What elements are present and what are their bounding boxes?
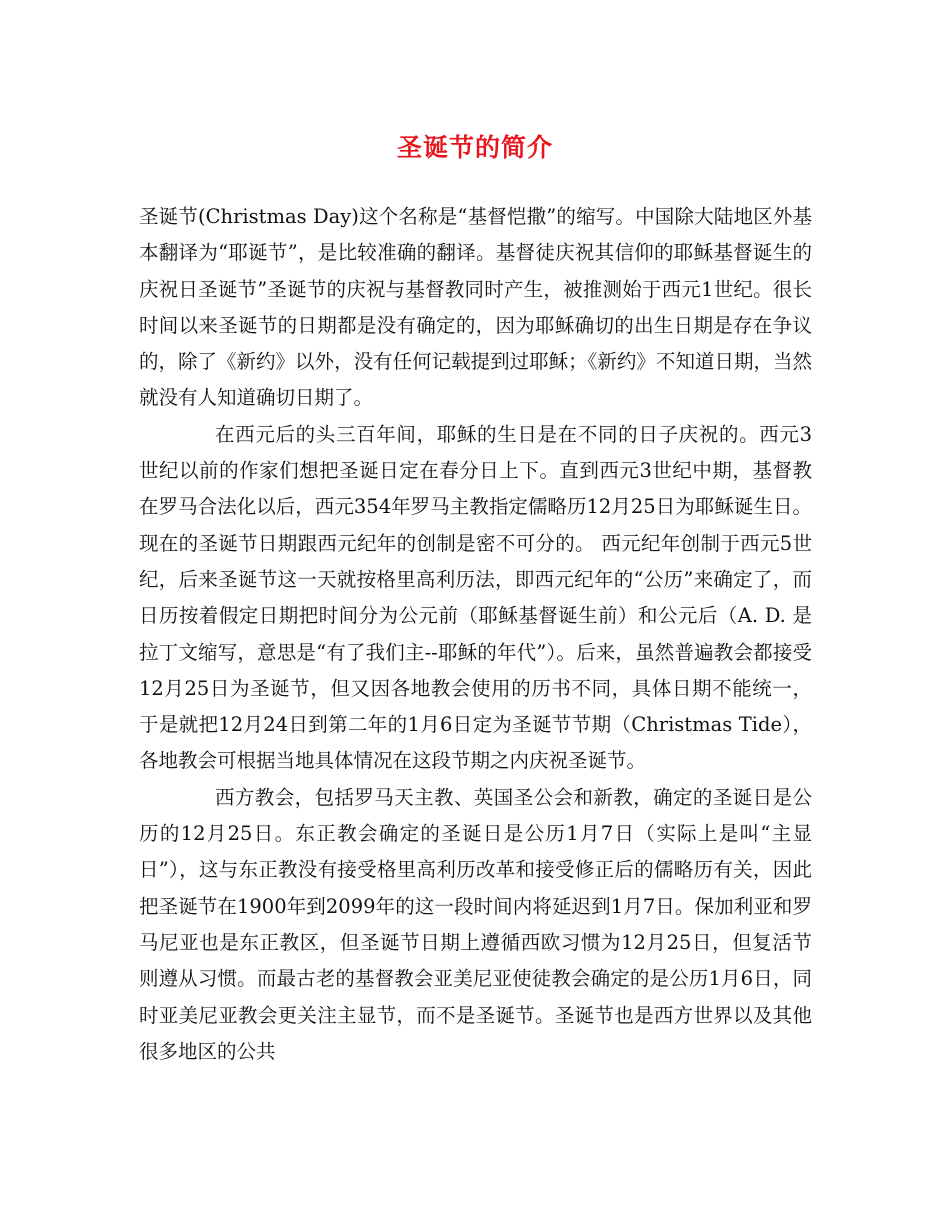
document-title: 圣诞节的简介 xyxy=(396,133,553,162)
paragraph-2: 在西元后的头三百年间，耶稣的生日是在不同的日子庆祝的。西元3世纪以前的作家们想把圣诞日定在春分日上下。直到西元3世纪中期，基督教在罗马合法化以后，西元354年罗马主教指定儒略历12月25日为耶稣诞生日。现在的圣诞节日期跟西元纪年的创制是密不可分的。 西元纪年创制于西元5世纪，后来圣诞节这一天就按格里高利历法，即西元纪年的“公历”来确定了，而日历按着假定日期把时间分为公元前（耶稣基督诞生前）和公元后（A. D. 是拉丁文缩写，意思是“有了我们主--耶稣的年代”）。后来，虽然普遍教会都接受12月25日为圣诞节，但又因各地教会使用的历书不同，具体日期不能统一，于是就把12月24日到第二年的1月6日定为圣诞节节期（Christmas Tide），各地教会可根据当地具体情况在这段节期之内庆祝圣诞节。 xyxy=(139,422,812,773)
paragraph-3: 西方教会，包括罗马天主教、英国圣公会和新教，确定的圣诞日是公历的12月25日。东正教会确定的圣诞日是公历1月7日（实际上是叫“主显日”），这与东正教没有接受格里高利历改革和接受修正后的儒略历有关，因此把圣诞节在1900年到2099年的这一段时间内将延迟到1月7日。保加利亚和罗马尼亚也是东正教区，但圣诞节日期上遵循西欧习惯为12月25日，但复活节则遵从习惯。而最古老的基督教会亚美尼亚使徒教会确定的是公历1月6日，同时亚美尼亚教会更关注主显节，而不是圣诞节。圣诞节也是西方世界以及其他很多地区的公共 xyxy=(139,785,812,1063)
document-body xyxy=(139,199,812,1070)
paragraph-1: 圣诞节(Christmas Day)这个名称是“基督恺撒”的缩写。中国除大陆地区外基本翻译为“耶诞节”，是比较准确的翻译。基督徒庆祝其信仰的耶稣基督诞生的庆祝日圣诞节”圣诞节的庆祝与基督教同时产生，被推测始于西元1世纪。很长时间以来圣诞节的日期都是没有确定的，因为耶稣确切的出生日期是存在争议的，除了《新约》以外，没有任何记载提到过耶稣；《新约》不知道日期，当然就没有人知道确切日期了。 xyxy=(139,205,812,410)
